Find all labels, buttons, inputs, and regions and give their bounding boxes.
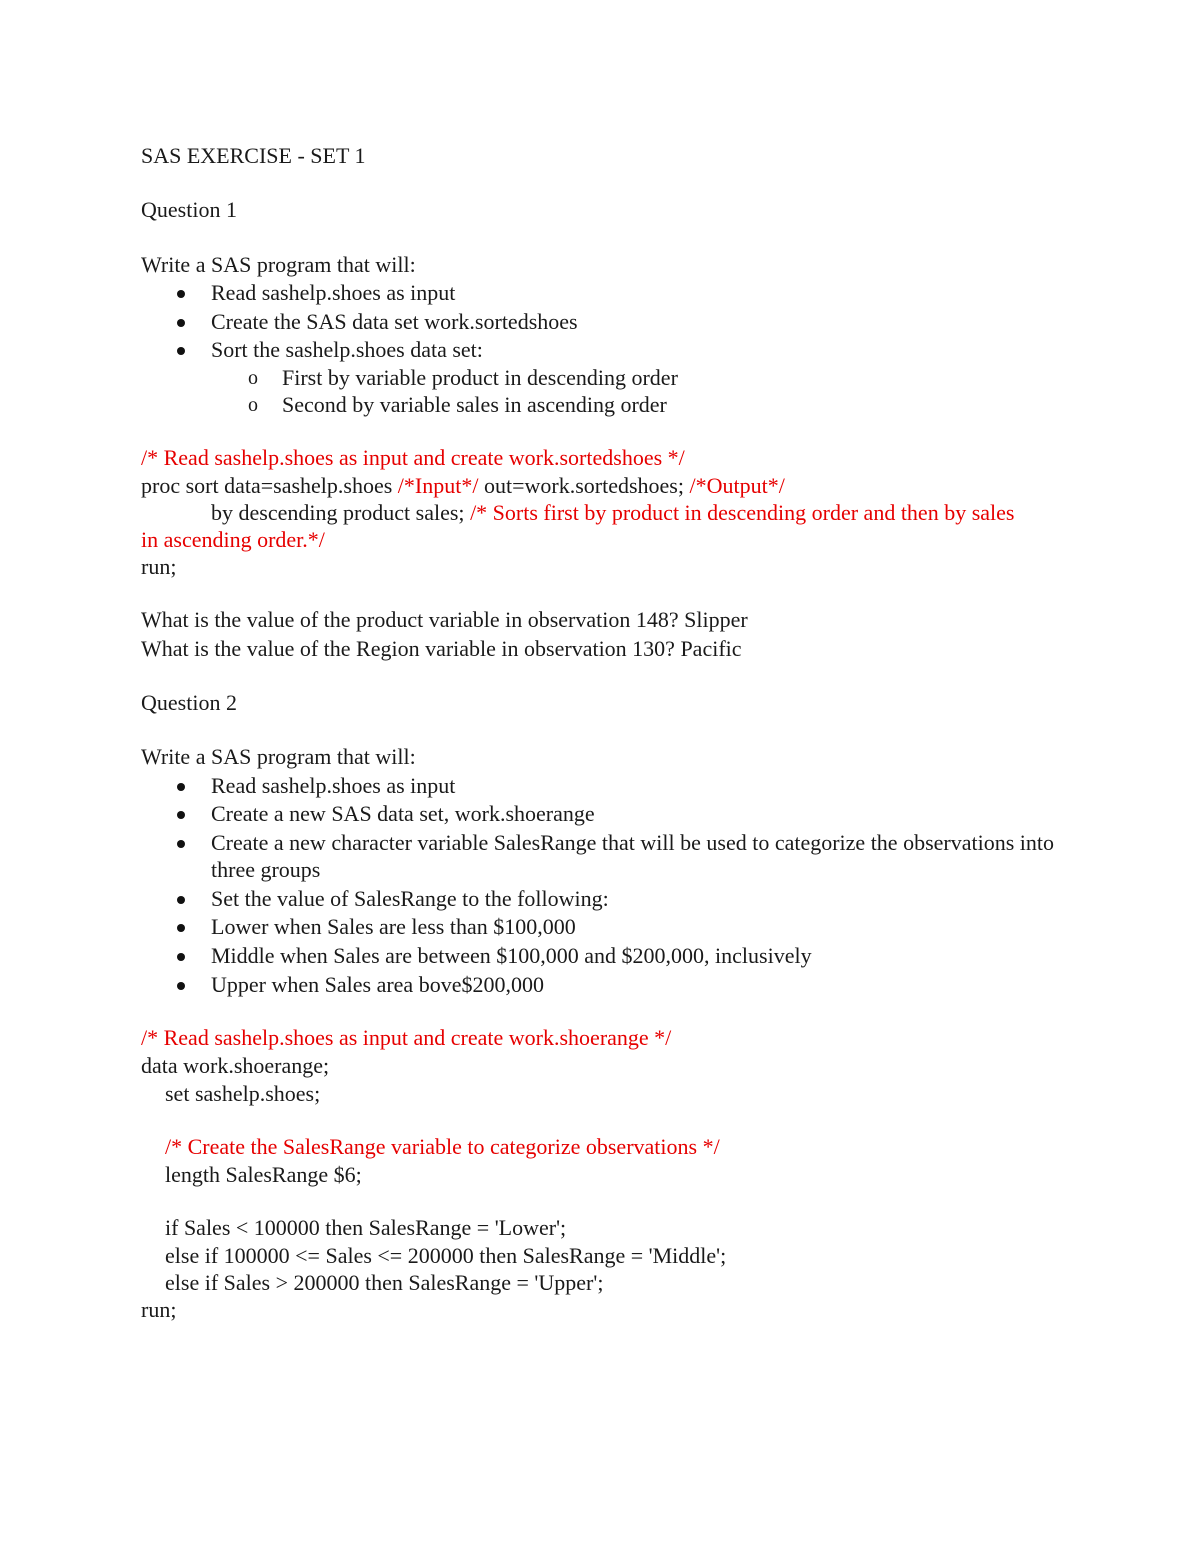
sub-bullet-marker: o (248, 394, 258, 416)
q2-code-set: set sashelp.shoes; (165, 1081, 321, 1106)
q1-answer-2: What is the value of the Region variable in observation 130? Pacific (141, 636, 742, 661)
code-text: by descending product sales; (211, 500, 471, 525)
q1-sub-bullet-2: Second by variable sales in ascending order (282, 392, 667, 417)
q2-bullet-1: Read sashelp.shoes as input (211, 773, 456, 798)
bullet-icon (177, 811, 185, 819)
q2-bullet-5: Lower when Sales are less than $100,000 (211, 914, 576, 939)
q1-code-by-line (211, 499, 1014, 527)
code-comment-output: /*Output*/ (689, 473, 785, 498)
q2-code-comment-2: /* Create the SalesRange variable to categorize observations */ (165, 1134, 720, 1159)
q1-code-comment: /* Read sashelp.shoes as input and create work.sortedshoes */ (141, 445, 685, 470)
q1-bullet-3: Sort the sashelp.shoes data set: (211, 337, 483, 362)
sub-bullet-marker: o (248, 367, 258, 389)
q1-code-comment-continued: in ascending order.*/ (141, 527, 325, 552)
bullet-icon (177, 982, 185, 990)
q2-code-length: length SalesRange $6; (165, 1162, 362, 1187)
bullet-icon (177, 924, 185, 932)
code-text: out=work.sortedshoes; (478, 473, 690, 498)
q1-code-proc-sort (141, 472, 785, 500)
q2-code-data-step: data work.shoerange; (141, 1053, 330, 1078)
q2-bullet-2: Create a new SAS data set, work.shoerange (211, 801, 595, 826)
question-1-heading: Question 1 (141, 197, 237, 222)
document-title: SAS EXERCISE - SET 1 (141, 143, 366, 168)
q2-code-if: if Sales < 100000 then SalesRange = 'Lower'; (165, 1215, 567, 1240)
q2-bullet-7: Upper when Sales area bove$200,000 (211, 972, 544, 997)
code-comment-input: /*Input*/ (397, 473, 479, 498)
q2-code-comment: /* Read sashelp.shoes as input and create work.shoerange */ (141, 1025, 672, 1050)
question-2-intro: Write a SAS program that will: (141, 744, 416, 769)
bullet-icon (177, 783, 185, 791)
bullet-icon (177, 896, 185, 904)
q2-bullet-3: Create a new character variable SalesRange that will be used to categorize the observations into three groups (211, 830, 1054, 882)
q1-sub-bullet-1: First by variable product in descending order (282, 365, 678, 390)
bullet-icon (177, 319, 185, 327)
q2-code-run: run; (141, 1297, 177, 1322)
q2-code-else-if-1: else if 100000 <= Sales <= 200000 then SalesRange = 'Middle'; (165, 1243, 727, 1268)
q1-bullet-2: Create the SAS data set work.sortedshoes (211, 309, 578, 334)
bullet-icon (177, 840, 185, 848)
bullet-icon (177, 290, 185, 298)
bullet-icon (177, 953, 185, 961)
q1-answer-1: What is the value of the product variable in observation 148? Slipper (141, 607, 748, 632)
question-2-heading: Question 2 (141, 690, 237, 715)
question-1-intro: Write a SAS program that will: (141, 252, 416, 277)
code-comment-sorts: /* Sorts first by product in descending order and then by sales (470, 500, 1015, 525)
bullet-icon (177, 347, 185, 355)
q2-bullet-6: Middle when Sales are between $100,000 and $200,000, inclusively (211, 943, 812, 968)
q1-code-run: run; (141, 554, 177, 579)
q1-bullet-1: Read sashelp.shoes as input (211, 280, 456, 305)
q2-code-else-if-2: else if Sales > 200000 then SalesRange = 'Upper'; (165, 1270, 604, 1295)
code-text: proc sort data=sashelp.shoes (141, 473, 398, 498)
q2-bullet-4: Set the value of SalesRange to the following: (211, 886, 609, 911)
